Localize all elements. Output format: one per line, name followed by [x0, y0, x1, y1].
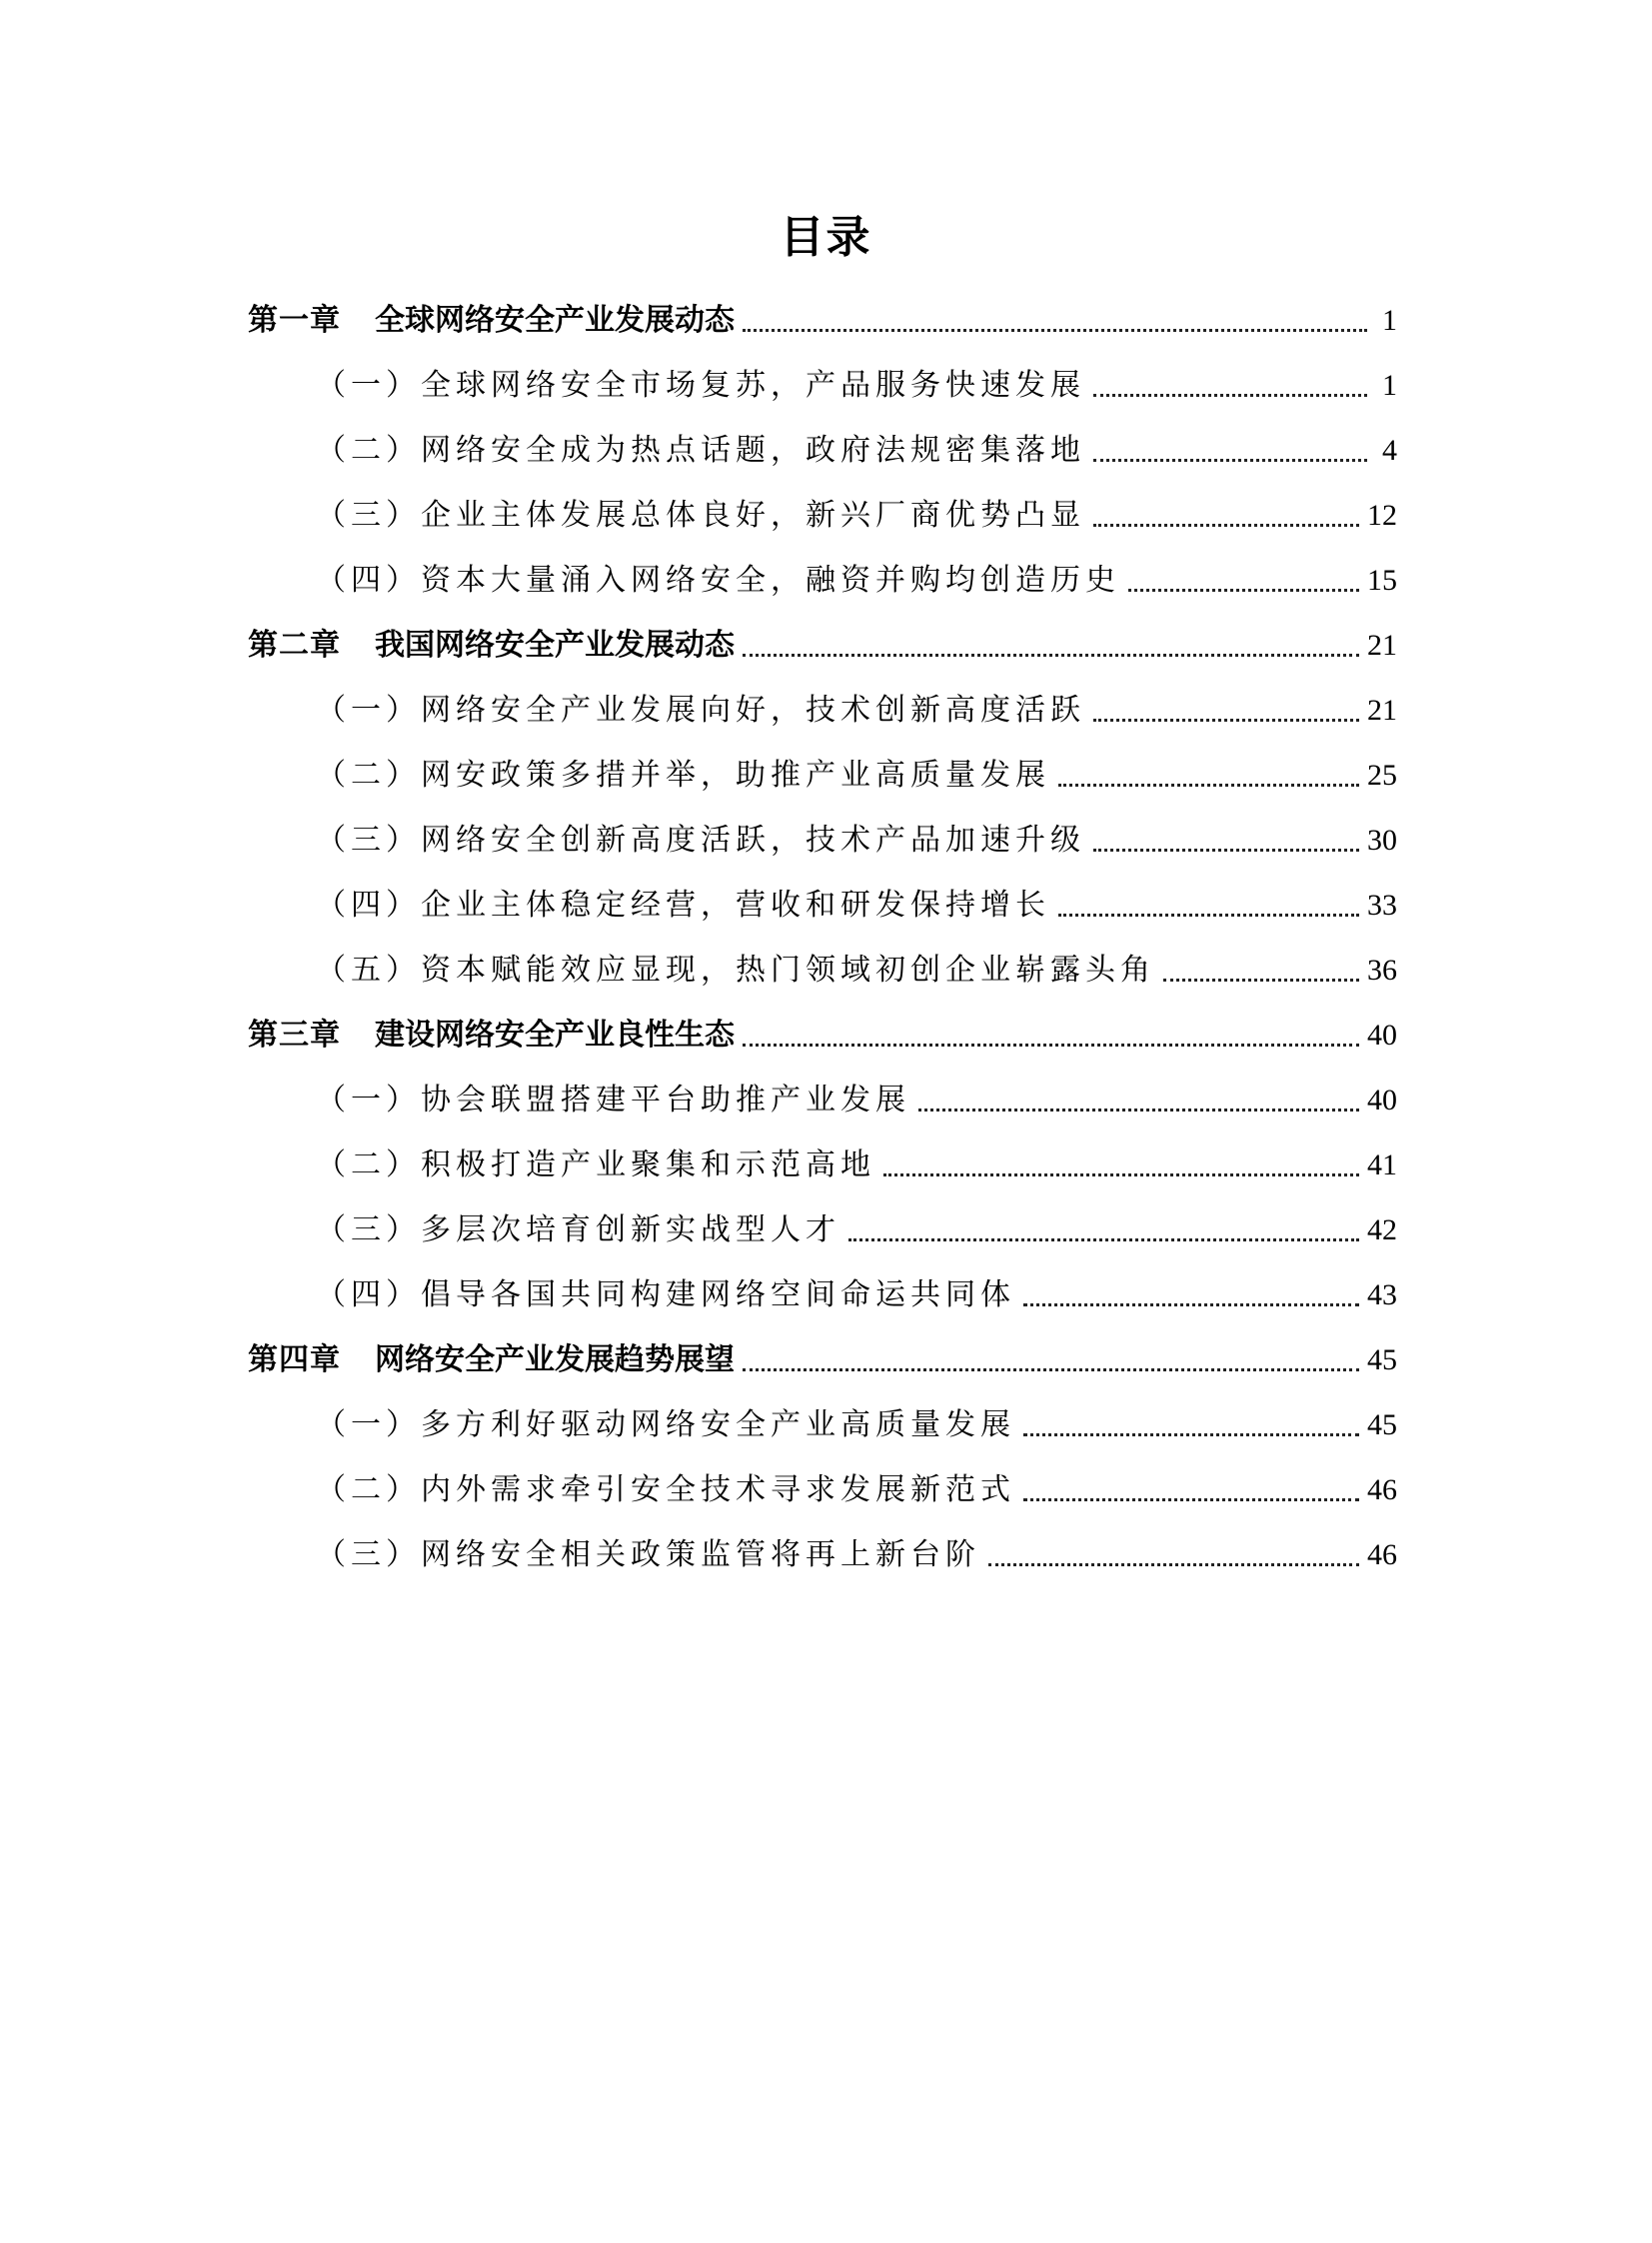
dot-leader — [1023, 1497, 1359, 1501]
dot-leader — [1093, 718, 1359, 722]
chapter-title: 网络安全产业发展趋势展望 — [375, 1342, 735, 1377]
toc-section-4-1[interactable] — [248, 1382, 1397, 1447]
page-number: 41 — [1367, 1148, 1397, 1181]
section-title: （二）网络安全成为热点话题，政府法规密集落地 — [316, 433, 1085, 468]
dot-leader — [1163, 978, 1359, 982]
page-number: 40 — [1367, 1084, 1397, 1117]
page-number: 21 — [1367, 694, 1397, 727]
section-title: （一）全球网络安全市场复苏，产品服务快速发展 — [316, 368, 1085, 403]
dot-leader — [1128, 588, 1359, 592]
page-number: 21 — [1367, 629, 1397, 662]
toc-chapter-1[interactable] — [248, 278, 1397, 343]
chapter-title: 我国网络安全产业发展动态 — [375, 628, 735, 663]
toc-section-1-2[interactable] — [248, 408, 1397, 473]
toc-section-3-1[interactable] — [248, 1058, 1397, 1122]
section-title: （三）多层次培育创新实战型人才 — [316, 1212, 840, 1247]
dot-leader — [1093, 458, 1367, 462]
toc-section-4-2[interactable] — [248, 1447, 1397, 1512]
dot-leader — [1023, 1302, 1359, 1306]
dot-leader — [918, 1108, 1359, 1112]
section-title: （四）企业主体稳定经营，营收和研发保持增长 — [316, 888, 1050, 923]
section-title: （一）协会联盟搭建平台助推产业发展 — [316, 1083, 910, 1118]
toc-section-1-3[interactable] — [248, 473, 1397, 538]
toc-section-2-5[interactable] — [248, 928, 1397, 993]
page-number: 43 — [1367, 1278, 1397, 1311]
dot-leader — [988, 1562, 1359, 1566]
chapter-title: 建设网络安全产业良性生态 — [375, 1018, 735, 1053]
section-title: （五）资本赋能效应显现，热门领域初创企业崭露头角 — [316, 953, 1155, 988]
dot-leader — [743, 328, 1367, 332]
section-title: （三）企业主体发展总体良好，新兴厂商优势凸显 — [316, 498, 1085, 533]
chapter-number: 第一章 — [248, 303, 341, 338]
page-number: 25 — [1367, 759, 1397, 792]
toc-section-1-4[interactable] — [248, 538, 1397, 603]
page-number: 15 — [1367, 564, 1397, 597]
toc-section-2-4[interactable] — [248, 863, 1397, 928]
chapter-title: 全球网络安全产业发展动态 — [375, 303, 735, 338]
section-title: （三）网络安全创新高度活跃，技术产品加速升级 — [316, 823, 1085, 858]
page-number: 42 — [1367, 1213, 1397, 1246]
dot-leader — [1058, 783, 1359, 787]
section-title: （四）资本大量涌入网络安全，融资并购均创造历史 — [316, 563, 1120, 598]
page-number: 33 — [1367, 889, 1397, 922]
dot-leader — [883, 1172, 1359, 1176]
page-number: 12 — [1367, 499, 1397, 532]
section-title: （二）积极打造产业聚集和示范高地 — [316, 1147, 875, 1182]
page-number: 30 — [1367, 824, 1397, 857]
dot-leader — [743, 1367, 1359, 1371]
toc-section-4-3[interactable] — [248, 1512, 1397, 1577]
section-title: （二）内外需求牵引安全技术寻求发展新范式 — [316, 1472, 1015, 1507]
dot-leader — [848, 1237, 1359, 1241]
toc-section-2-2[interactable] — [248, 733, 1397, 798]
page-number: 45 — [1367, 1343, 1397, 1376]
table-of-contents — [248, 278, 1397, 1577]
toc-section-1-1[interactable] — [248, 343, 1397, 408]
toc-section-3-2[interactable] — [248, 1122, 1397, 1187]
page-number: 45 — [1367, 1408, 1397, 1441]
section-title: （二）网安政策多措并举，助推产业高质量发展 — [316, 758, 1050, 793]
section-title: （三）网络安全相关政策监管将再上新台阶 — [316, 1537, 980, 1572]
section-title: （四）倡导各国共同构建网络空间命运共同体 — [316, 1277, 1015, 1312]
toc-section-3-3[interactable] — [248, 1187, 1397, 1252]
page-number: 1 — [1382, 304, 1397, 337]
dot-leader — [1093, 848, 1359, 852]
chapter-number: 第四章 — [248, 1342, 341, 1377]
toc-section-2-3[interactable] — [248, 798, 1397, 863]
page-number: 46 — [1367, 1538, 1397, 1571]
toc-title: 目录 — [780, 212, 872, 263]
section-title: （一）多方利好驱动网络安全产业高质量发展 — [316, 1407, 1015, 1442]
chapter-number: 第三章 — [248, 1018, 341, 1053]
toc-section-3-4[interactable] — [248, 1252, 1397, 1317]
dot-leader — [743, 653, 1359, 657]
page-number: 40 — [1367, 1019, 1397, 1052]
toc-section-2-1[interactable] — [248, 668, 1397, 733]
toc-chapter-4[interactable] — [248, 1317, 1397, 1382]
toc-chapter-2[interactable] — [248, 603, 1397, 668]
dot-leader — [1093, 523, 1359, 527]
page-number: 36 — [1367, 954, 1397, 987]
dot-leader — [743, 1043, 1359, 1047]
dot-leader — [1023, 1432, 1359, 1436]
toc-chapter-3[interactable] — [248, 993, 1397, 1058]
page-number: 1 — [1382, 369, 1397, 402]
dot-leader — [1058, 913, 1359, 917]
chapter-number: 第二章 — [248, 628, 341, 663]
section-title: （一）网络安全产业发展向好，技术创新高度活跃 — [316, 693, 1085, 728]
page-number: 4 — [1382, 434, 1397, 467]
dot-leader — [1093, 393, 1367, 397]
page-number: 46 — [1367, 1473, 1397, 1506]
